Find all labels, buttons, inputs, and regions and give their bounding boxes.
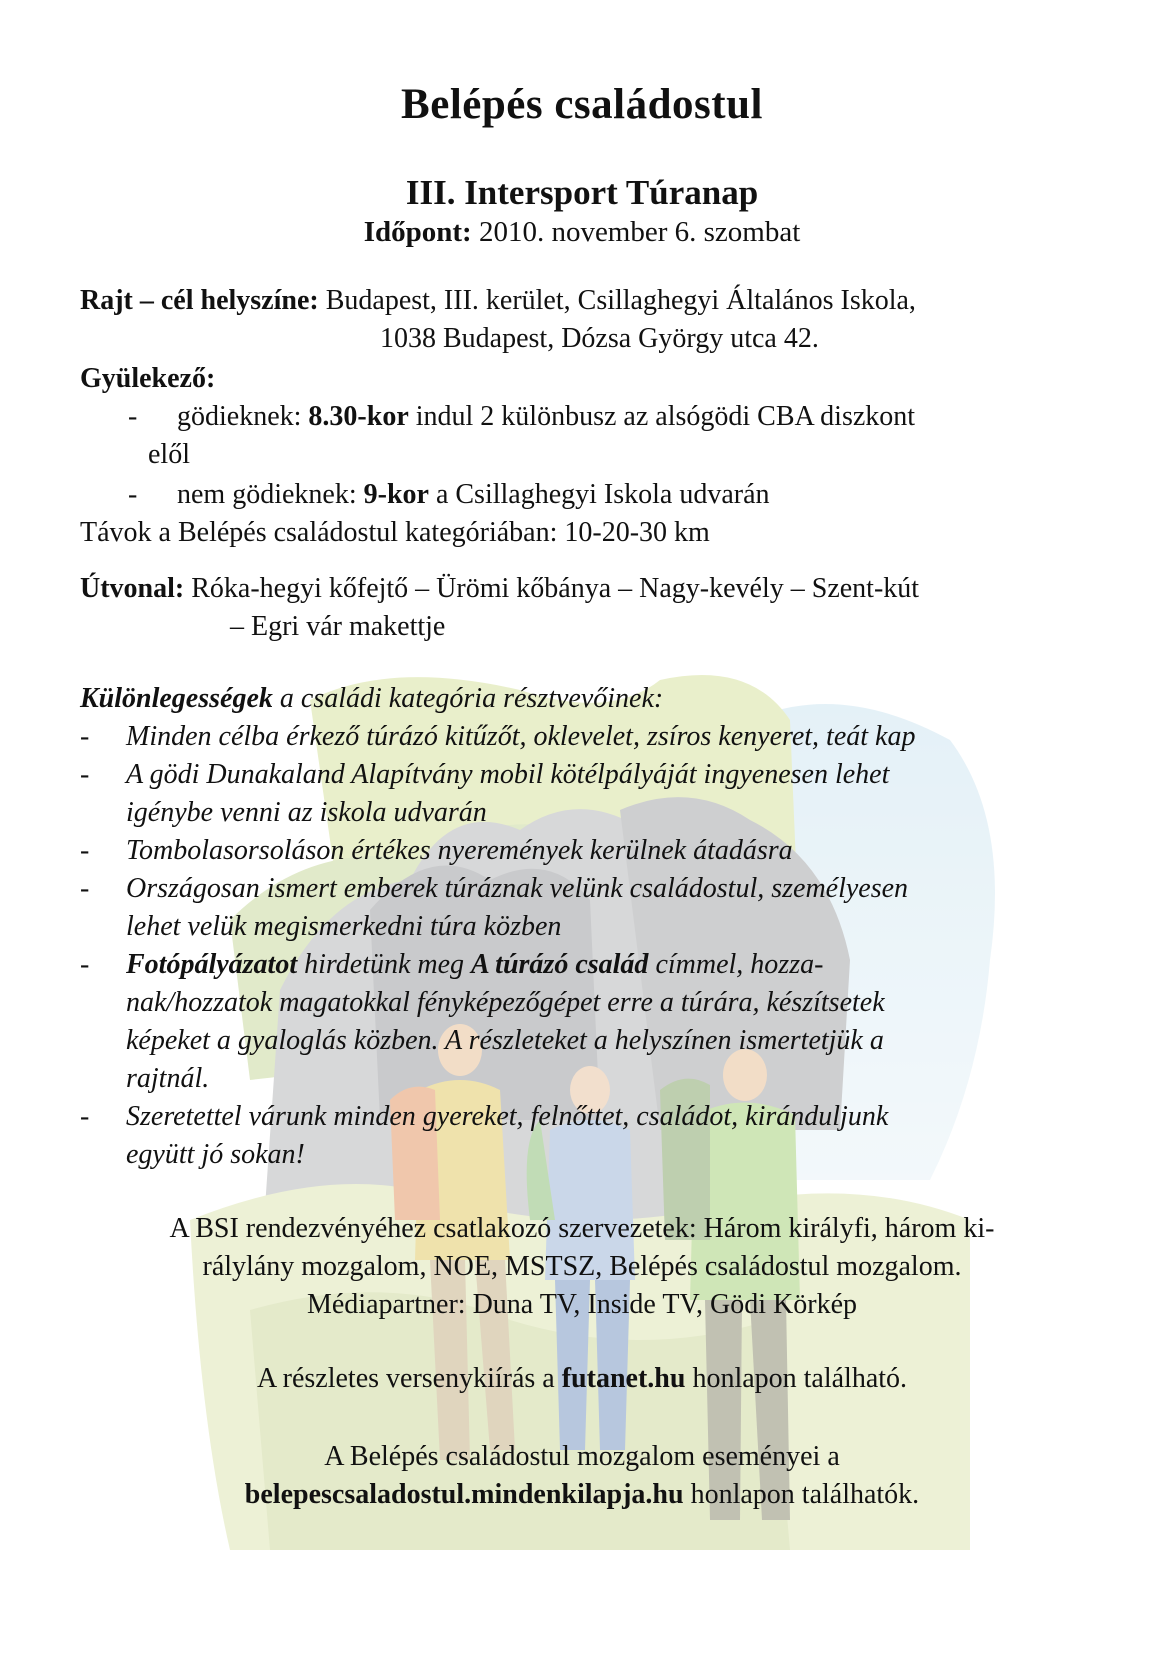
gathering-item-2-time: 9-kor <box>363 479 429 510</box>
events-site-link[interactable]: belepescsaladostul.mindenkilapja.hu <box>244 1479 684 1510</box>
events-line-2 <box>60 1476 1104 1514</box>
gathering-item-1-cont: elől <box>148 439 190 470</box>
details-post: honlapon található. <box>685 1363 908 1394</box>
special-item-2-line-1: A gödi Dunakaland Alapítvány mobil kötélpályáját ingyenesen lehet <box>126 759 890 790</box>
gathering-item-1-time: 8.30-kor <box>308 401 409 432</box>
bullet-dash: - <box>80 949 90 980</box>
route-text-2: – Egri vár makettje <box>230 611 446 642</box>
photo-contest-line-2: nak/hozzatok magatokkal fényképezőgépet erre a túrára, készítsetek <box>126 987 885 1018</box>
organizers-line-1: A BSI rendezvényéhez csatlakozó szervezetek: Három királyfi, három ki- <box>169 1213 995 1244</box>
futanet-link[interactable]: futanet.hu <box>561 1363 686 1394</box>
special-item-4-line-1: Országosan ismert emberek túráznak velünk családostul, személyesen <box>126 873 909 904</box>
event-name: III. Intersport Túranap <box>405 173 759 212</box>
location-label: Rajt – cél helyszíne: <box>80 285 319 316</box>
specials-heading <box>80 680 1090 718</box>
special-item-3-line-1: Tombolasorsoláson értékes nyeremények kerülnek átadásra <box>126 835 793 866</box>
special-item-last-line-2: együtt jó sokan! <box>126 1139 305 1170</box>
photo-contest-title: A túrázó család <box>471 949 649 980</box>
bullet-dash: - <box>80 835 90 866</box>
bullet-dash: - <box>80 759 90 790</box>
details-pre: A részletes versenykiírás a <box>256 1363 562 1394</box>
gathering-item-1-post: indul 2 különbusz az alsógödi CBA diszkont <box>408 401 916 432</box>
photo-contest-line-4: rajtnál. <box>126 1063 210 1094</box>
route-line-1 <box>80 570 1090 608</box>
organizers-line-2: rálylány mozgalom, NOE, MSTSZ, Belépés családostul mozgalom. <box>202 1251 962 1282</box>
photo-contest-line-3: képeket a gyaloglás közben. A részleteket a helyszínen ismertetjük a <box>126 1025 884 1056</box>
events-post: honlapon találhatók. <box>683 1479 920 1510</box>
specials-heading-bold: Különlegességek <box>80 683 273 714</box>
gathering-item-2-post: a Csillaghegyi Iskola udvarán <box>428 479 770 510</box>
bullet-dash: - <box>128 401 138 432</box>
route-label: Útvonal: <box>80 573 185 604</box>
photo-contest-line-1 <box>126 946 1090 984</box>
media-partners: Médiapartner: Duna TV, Inside TV, Gödi Körkép <box>306 1289 858 1320</box>
details-line <box>60 1360 1104 1398</box>
bullet-dash: - <box>80 1101 90 1132</box>
page-title: Belépés családostul <box>401 81 763 128</box>
specials-heading-rest: a családi kategória résztvevőinek: <box>272 683 664 714</box>
route-text-1: Róka-hegyi kőfejtő – Ürömi kőbánya – Nagy-kevély – Szent-kút <box>184 573 920 604</box>
bullet-dash: - <box>80 721 90 752</box>
location-address-1: Budapest, III. kerület, Csillaghegyi Általános Iskola, <box>318 285 916 316</box>
events-line-1: A Belépés családostul mozgalom eseményei a <box>324 1441 840 1472</box>
special-item-4-line-2: lehet velük megismerkedni túra közben <box>126 911 562 942</box>
photo-contest-bold-1: Fotópályázatot <box>126 949 298 980</box>
special-item-2-line-2: igénybe venni az iskola udvarán <box>126 797 487 828</box>
gathering-item-1-pre: gödieknek: <box>177 401 309 432</box>
gathering-label: Gyülekező: <box>80 363 216 394</box>
event-date <box>0 216 1164 249</box>
location-address-2: 1038 Budapest, Dózsa György utca 42. <box>380 323 819 354</box>
distances: Távok a Belépés családostul kategóriában: 10-20-30 km <box>80 517 710 548</box>
date-label: Időpont: <box>363 216 472 248</box>
special-item-1-line-1: Minden célba érkező túrázó kitűzőt, oklevelet, zsíros kenyeret, teát kap <box>126 721 916 752</box>
photo-contest-mid: hirdetünk meg <box>297 949 472 980</box>
gathering-item-2-pre: nem gödieknek: <box>177 479 364 510</box>
bullet-dash: - <box>80 873 90 904</box>
photo-contest-rest: címmel, hozza- <box>648 949 824 980</box>
special-item-last-line-1: Szeretettel várunk minden gyereket, felnőttet, családot, kiránduljunk <box>126 1101 889 1132</box>
date-value: 2010. november 6. szombat <box>471 216 801 248</box>
bullet-dash: - <box>128 479 138 510</box>
location-line-1 <box>80 282 1090 320</box>
